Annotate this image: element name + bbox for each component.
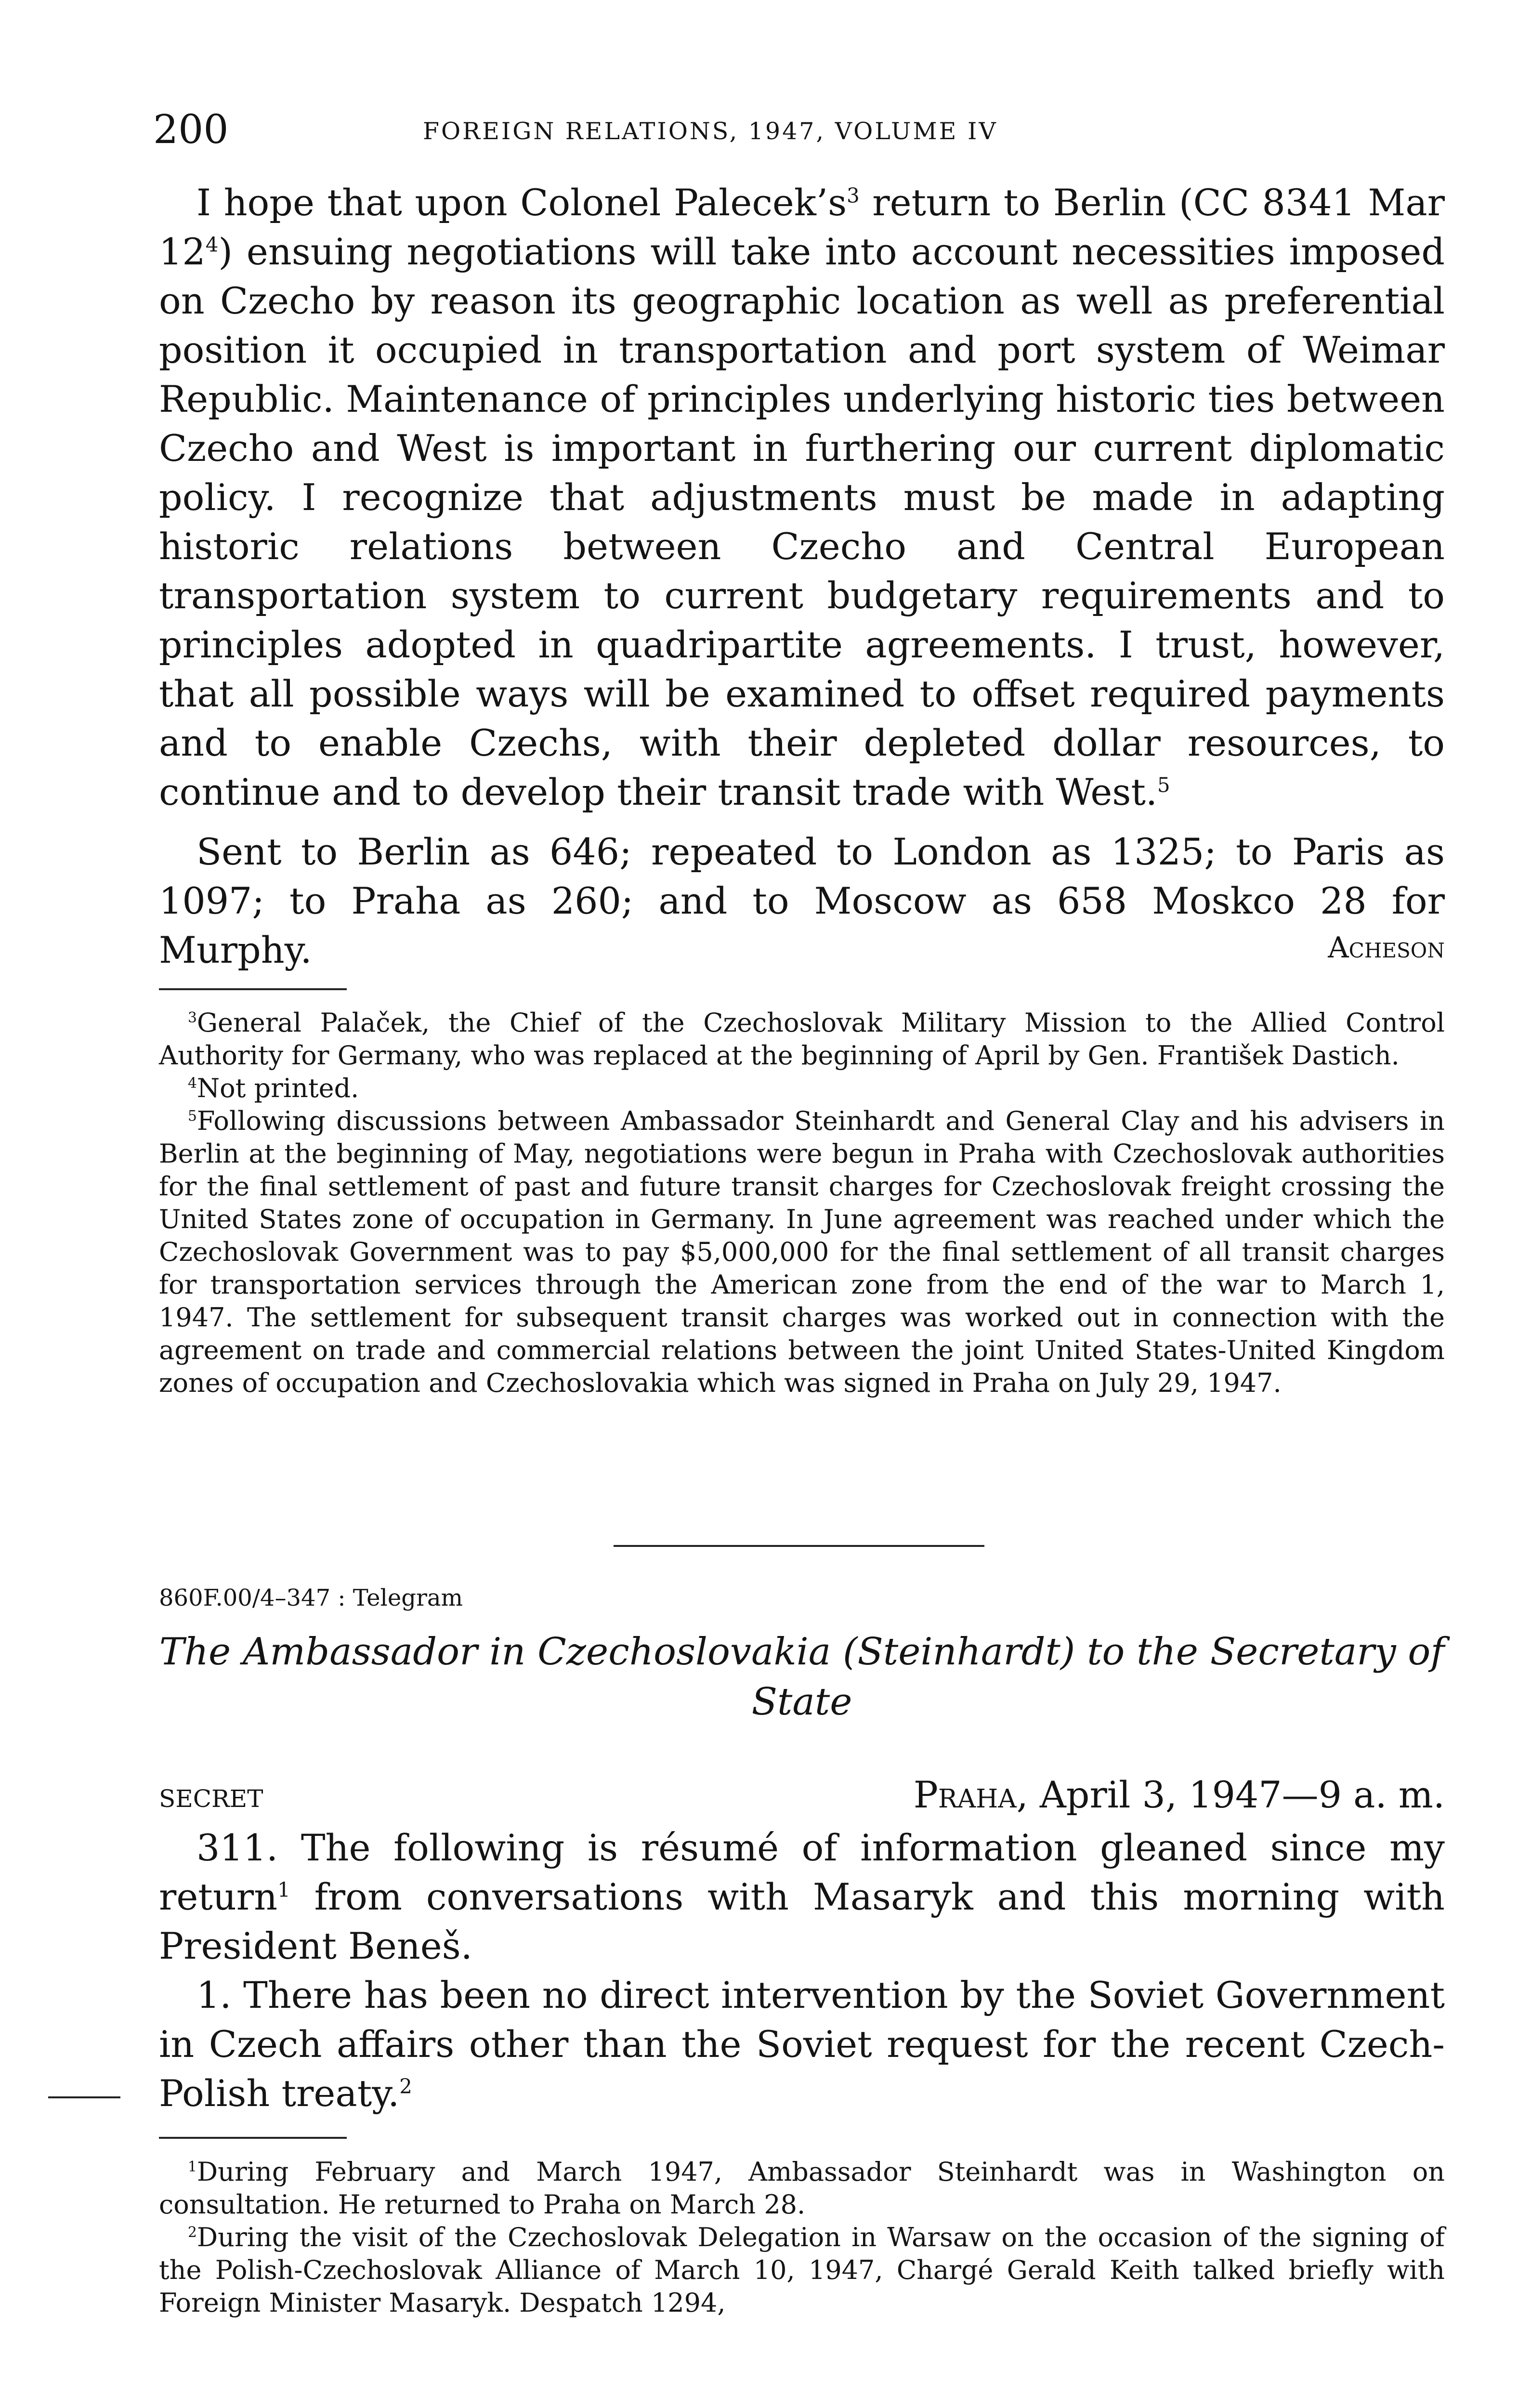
footnote-rule-bottom bbox=[159, 2137, 347, 2139]
footnote-4: $^4$Not printed. bbox=[188, 1073, 359, 1103]
telegram-paragraph-2: Sent to Berlin as 646; repeated to London as 1325; to Paris as 1097; to Praha as 260; and to Moscow as 658 Moskco 28 for Murphy. bbox=[159, 830, 1445, 971]
footnote-5: $^5$Following discussions between Ambassador Steinhardt and General Clay and his advisers in Berlin at the beginning of May, negotiations were begun in Praha with Czechoslovak authorities for the final settlement of past and future transit charges for Czechoslovak freight crossing the United States zone of occupation in Germany. In June agreement was reached under which the Czechoslovak Government was to pay $5,000,000 for the final settlement of all transit charges for transportation services through the American zone from the end of the war to March 1, 1947. The settlement for subsequent transit charges was worked out in connection with the agreement on trade and commercial relations between the joint United States-United Kingdom zones of occupation and Czechoslovakia which was signed in Praha on July 29, 1947. bbox=[159, 1106, 1445, 1398]
telegram-paragraph-1: I hope that upon Colonel $Palecek’s^3$ return to Berlin (CC 8341 Mar $12^4$) ensuing negotiations will take into account necessities imposed on Czecho by reason its geographic location as well as preferential position it occupied in transportation and port system of Weimar Republic. Maintenance of principles underlying historic ties between Czecho and West is important in furthering our current diplomatic policy. I recognize that adjustments must be made in adapting historic relations between Czecho and Central European transportation system to current budgetary requirements and to principles adopted in quadripartite agreements. I trust, however, that all possible ways will be examined to offset required payments and to enable Czechs, with their depleted dollar resources, to continue and to develop their transit trade with West.$^5$ bbox=[159, 181, 1445, 813]
page-number: 200 bbox=[153, 107, 229, 153]
dateline-place: Praha bbox=[913, 1773, 1017, 1816]
doc-paragraph-1: 311. The following is résumé of information gleaned since my return$^1$ from conversations with Masaryk and this morning with President Beneš. bbox=[159, 1826, 1445, 1967]
dateline: Praha, April 3, 1947—9 a. m. bbox=[913, 1773, 1445, 1816]
doc-paragraph-2: 1. There has been no direct intervention by the Soviet Government in Czech affairs other than the Soviet request for the recent Czech-Polish treaty.$^2$ bbox=[159, 1974, 1445, 2115]
classification: SECRET bbox=[159, 1785, 263, 1813]
footnote-ref-5: 5 bbox=[1157, 773, 1170, 797]
footnote-ref-4: 4 bbox=[205, 233, 219, 257]
section-divider bbox=[614, 1545, 984, 1547]
document-title: The Ambassador in Czechoslovakia (Steinhardt) to the Secretary of State bbox=[159, 1630, 1445, 1724]
footnote-ref-1: 1 bbox=[277, 1878, 290, 1902]
footnote-1: $^1$During February and March 1947, Ambassador Steinhardt was in Washington on consultation. He returned to Praha on March 28. bbox=[159, 2157, 1445, 2220]
footnote-2: $^2$During the visit of the Czechoslovak Delegation in Warsaw on the occasion of the signing of the Polish-Czechoslovak Alliance of March 10, 1947, Chargé Gerald Keith talked briefly with Foreign Minister Masaryk. Despatch 1294, bbox=[159, 2222, 1445, 2318]
file-reference: 860F.00/4–347 : Telegram bbox=[159, 1584, 463, 1611]
signature: Acheson bbox=[1328, 931, 1445, 965]
running-head: FOREIGN RELATIONS, 1947, VOLUME IV bbox=[423, 118, 998, 145]
page-header bbox=[153, 102, 1444, 155]
footnotes-bottom bbox=[159, 2156, 1445, 2319]
footnote-3: $^3$General Palaček, the Chief of the Czechoslovak Military Mission to the Allied Control Authority for Germany, who was replaced at the beginning of April by Gen. František Dastich. bbox=[159, 1008, 1445, 1071]
footnote-ref-2: 2 bbox=[399, 2074, 412, 2098]
margin-mark bbox=[48, 2096, 120, 2098]
footnote-rule-top bbox=[159, 988, 347, 990]
footnote-ref-3: 3 bbox=[847, 183, 860, 208]
footnotes-top bbox=[159, 1007, 1445, 1400]
